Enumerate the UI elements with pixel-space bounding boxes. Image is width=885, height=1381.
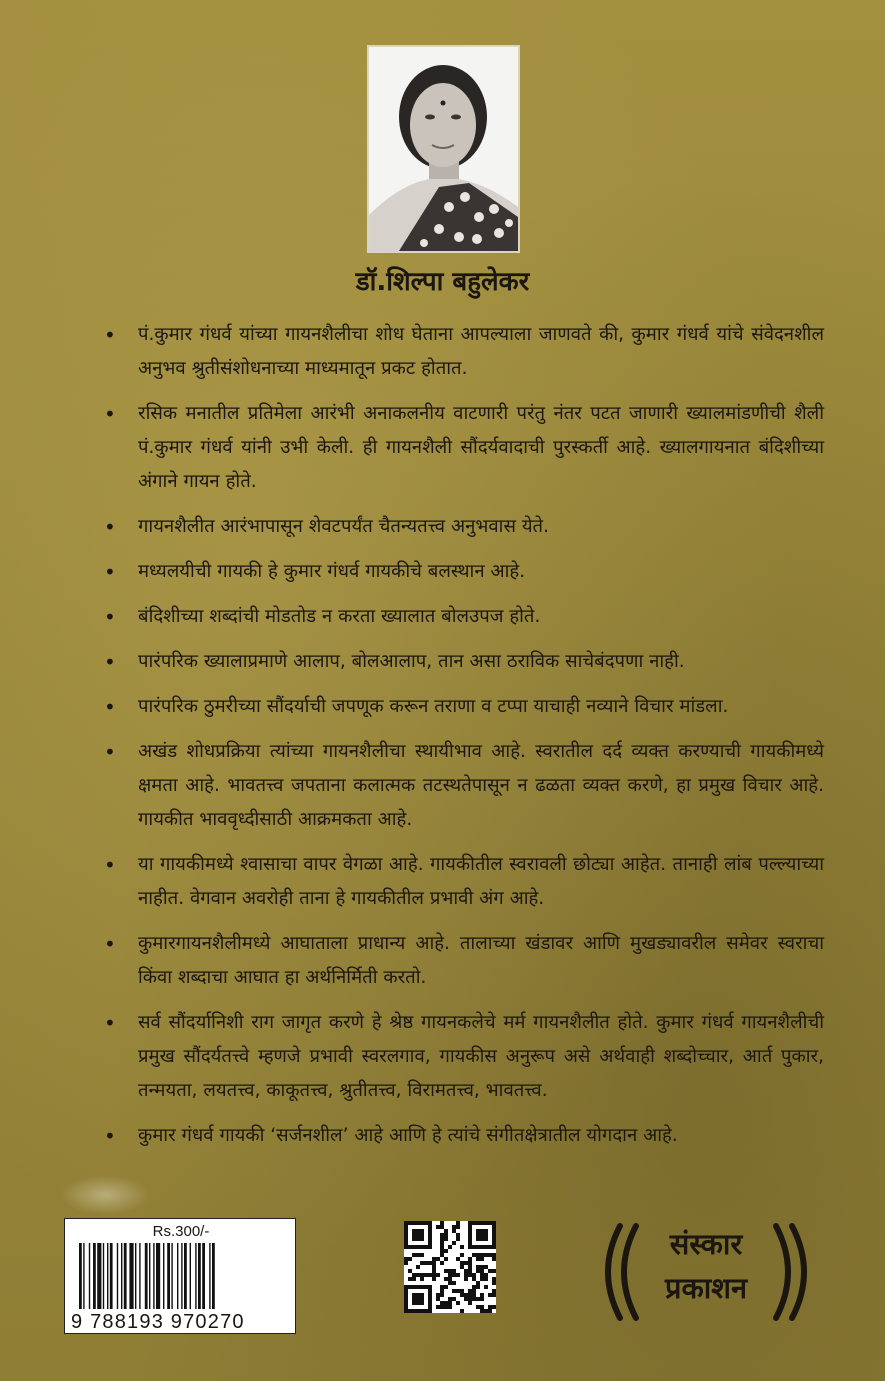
list-item-text: पारंपरिक ख्यालाप्रमाणे आलाप, बोलआलाप, तान असा ठराविक साचेबंदपणा नाही. xyxy=(138,651,685,672)
list-item xyxy=(104,927,824,995)
list-item xyxy=(104,848,824,916)
barcode-icon xyxy=(79,1243,283,1309)
bullet-icon: • xyxy=(104,515,116,539)
list-item xyxy=(104,735,824,837)
left-brackets-icon xyxy=(590,1222,642,1322)
bullet-icon: • xyxy=(104,560,116,584)
list-item xyxy=(104,645,824,679)
publisher-name xyxy=(650,1222,762,1310)
highlights-list xyxy=(104,318,824,1164)
publisher-line-1: संस्कार xyxy=(669,1227,743,1261)
bullet-icon: • xyxy=(104,650,116,674)
list-item-text: बंदिशीच्या शब्दांची मोडतोड न करता ख्यालात बोलउपज होते. xyxy=(138,606,541,627)
bullet-icon: • xyxy=(104,1124,116,1148)
bullet-icon: • xyxy=(104,932,116,956)
list-item-text: पं.कुमार गंधर्व यांच्या गायनशैलीचा शोध घेताना आपल्याला जाणवते की, कुमार गंधर्व यांचे संवेदनशील अनुभव श्रुतीसंशोधनाच्या माध्यमातून प्रकट होतात. xyxy=(138,324,824,379)
bullet-icon: • xyxy=(104,853,116,877)
publisher-logo xyxy=(590,1214,822,1324)
list-item-text: मध्यलयीची गायकी हे कुमार गंधर्व गायकीचे बलस्थान आहे. xyxy=(138,561,526,582)
list-item xyxy=(104,397,824,499)
price-label: Rs.300/- xyxy=(152,1223,210,1240)
bullet-icon: • xyxy=(104,695,116,719)
list-item-text: रसिक मनातील प्रतिमेला आरंभी अनाकलनीय वाटणारी परंतु नंतर पटत जाणारी ख्यालमांडणीची शैली पं.कुमार गंधर्व यांनी उभी केली. ही गायनशैली सौंदर्यवादाची पुरस्कर्ती आहे. ख्यालगायनात बंदिशीच्या अंगाने गायन होते. xyxy=(138,403,824,492)
bullet-icon: • xyxy=(104,402,116,426)
list-item-text: पारंपरिक ठुमरीच्या सौंदर्याची जपणूक करून तराणा व टप्पा याचाही नव्याने विचार मांडला. xyxy=(138,696,729,717)
right-brackets-icon xyxy=(770,1222,822,1322)
author-name: डॉ.शिल्पा बहुलेकर xyxy=(355,267,530,297)
list-item-text: कुमार गंधर्व गायकी ‘सर्जनशील’ आहे आणि हे त्यांचे संगीतक्षेत्रातील योगदान आहे. xyxy=(138,1125,678,1146)
list-item xyxy=(104,318,824,386)
list-item xyxy=(104,1119,824,1153)
bullet-icon: • xyxy=(104,323,116,347)
list-item xyxy=(104,510,824,544)
list-item-text: गायनशैलीत आरंभापासून शेवटपर्यंत चैतन्यतत्त्व अनुभवास येते. xyxy=(138,516,549,537)
list-item xyxy=(104,1006,824,1108)
list-item xyxy=(104,600,824,634)
author-photo xyxy=(367,45,520,253)
list-item-text: कुमारगायनशैलीमध्ये आघाताला प्राधान्य आहे. तालाच्या खंडावर आणि मुखड्यावरील समेवर स्वराचा किंवा शब्दाचा आघात हा अर्थनिर्मिती करतो. xyxy=(138,933,824,988)
list-item-text: या गायकीमध्ये श्वासाचा वापर वेगळा आहे. गायकीतील स्वरावली छोट्या आहेत. तानाही लांब पल्ल्याच्या नाहीत. वेगवान अवरोही ताना हे गायकीतील प्रभावी अंग आहे. xyxy=(138,854,824,909)
list-item xyxy=(104,690,824,724)
list-item-text: अखंड शोधप्रक्रिया त्यांच्या गायनशैलीचा स्थायीभाव आहे. स्वरातील दर्द व्यक्त करण्याची गायकीमध्ये क्षमता आहे. भावतत्त्व जपताना कलात्मक तटस्थतेपासून न ढळता व्यक्त करणे, हा प्रमुख विचार आहे. गायकीत भाववृध्दीसाठी आक्रमकता आहे. xyxy=(138,741,824,830)
cover-stain xyxy=(60,1175,150,1215)
qr-code-icon xyxy=(404,1221,496,1313)
publisher-line-2: प्रकाशन xyxy=(664,1271,748,1305)
isbn-number: 9 788193 970270 xyxy=(71,1311,245,1333)
bullet-icon: • xyxy=(104,605,116,629)
bullet-icon: • xyxy=(104,1011,116,1035)
list-item xyxy=(104,555,824,589)
barcode-label xyxy=(64,1218,296,1334)
bullet-icon: • xyxy=(104,740,116,764)
list-item-text: सर्व सौंदर्यानिशी राग जागृत करणे हे श्रेष्ठ गायनकलेचे मर्म गायनशैलीत होते. कुमार गंधर्व गायनशैलीची प्रमुख सौंदर्यतत्त्वे म्हणजे प्रभावी स्वरलगाव, गायकीस अनुरूप असे अर्थवाही शब्दोच्चार, आर्त पुकार, तन्मयता, लयतत्त्व, काकूतत्त्व, श्रुतीतत्त्व, विरामतत्त्व, भावतत्त्व. xyxy=(138,1012,824,1101)
